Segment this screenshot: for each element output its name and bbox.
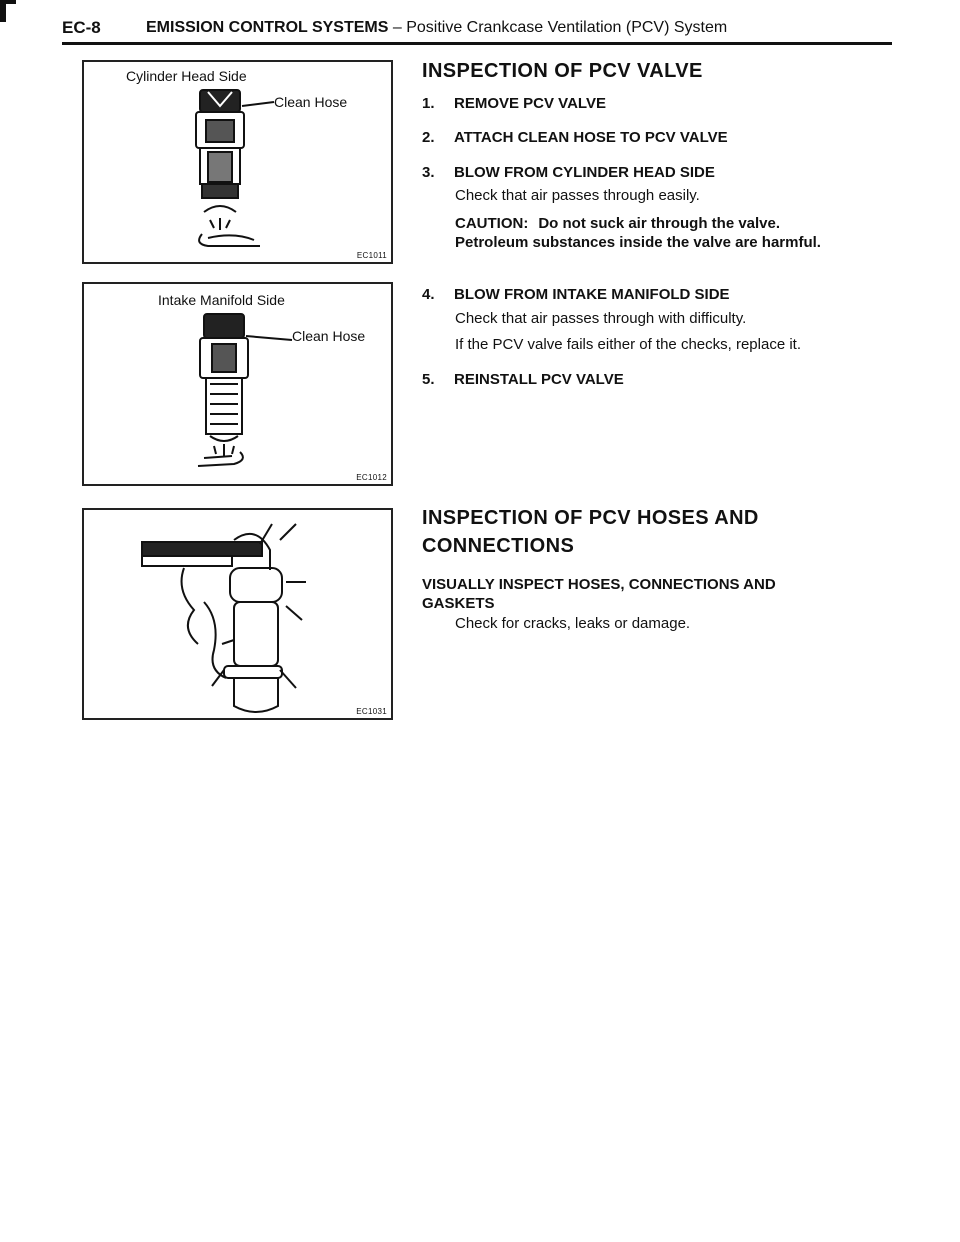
hoses-heading-line-2: CONNECTIONS: [422, 535, 575, 557]
figure-cylinder-head-side: [82, 60, 393, 264]
caution-line-2: Petroleum substances inside the valve are harmful.: [455, 234, 821, 251]
header-title: [146, 19, 727, 37]
pcv-hoses-illustration: [84, 510, 391, 718]
figure-code: EC1012: [356, 473, 387, 482]
figure-top-label: Intake Manifold Side: [158, 292, 285, 308]
step-4-text-2: If the PCV valve fails either of the checks, replace it.: [455, 336, 801, 353]
clean-hose-label: Clean Hose: [274, 94, 348, 110]
figure-intake-manifold-side: [82, 282, 393, 486]
step-3: 3. BLOW FROM CYLINDER HEAD SIDE: [422, 164, 715, 181]
hoses-text: Check for cracks, leaks or damage.: [455, 615, 691, 632]
step-4-text-1: Check that air passes through with difficulty.: [455, 310, 747, 327]
header-rule: [62, 42, 892, 45]
header-subsection: – Positive Crankcase Ventilation (PCV) System: [392, 19, 728, 36]
step-4: 4. BLOW FROM INTAKE MANIFOLD SIDE: [422, 286, 730, 303]
caution-label: CAUTION:: [455, 215, 529, 232]
clean-hose-label: Clean Hose: [292, 328, 366, 344]
caution-line-1: Do not suck air through the valve.: [538, 215, 781, 232]
figure-top-label: Cylinder Head Side: [126, 68, 247, 84]
corner-crop-mark-top: [0, 0, 16, 4]
hoses-heading-line-1: INSPECTION OF PCV HOSES AND: [422, 507, 759, 529]
step-3-text: Check that air passes through easily.: [455, 187, 700, 204]
step-2: 2. ATTACH CLEAN HOSE TO PCV VALVE: [422, 129, 728, 146]
figure-pcv-hoses: [82, 508, 393, 720]
caution-note: [455, 214, 821, 252]
pcv-valve-heading: INSPECTION OF PCV VALVE: [422, 60, 703, 82]
page-number: EC-8: [62, 18, 101, 37]
figure-code: EC1031: [356, 707, 387, 716]
step-5: 5. REINSTALL PCV VALVE: [422, 371, 624, 388]
figure-code: EC1011: [356, 251, 387, 260]
page-header: [62, 16, 892, 42]
hoses-subheading: VISUALLY INSPECT HOSES, CONNECTIONS AND GASKETS: [422, 576, 776, 612]
header-section: EMISSION CONTROL SYSTEMS: [146, 19, 389, 36]
step-1: 1. REMOVE PCV VALVE: [422, 95, 606, 112]
pcv-valve-illustration: [84, 284, 391, 484]
pcv-valve-illustration: [84, 62, 391, 262]
